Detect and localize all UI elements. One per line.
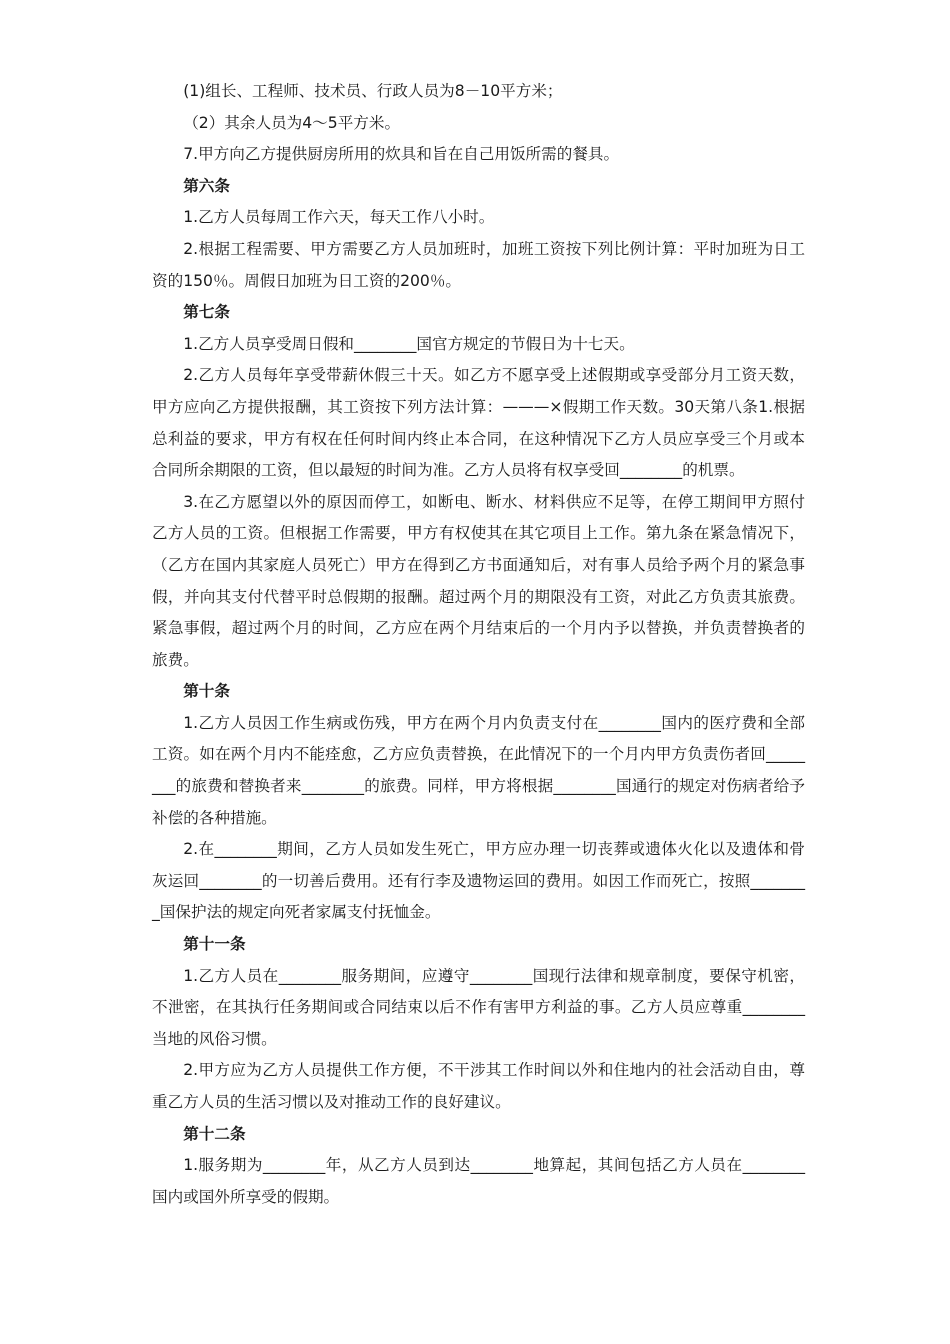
article-11-clause-1: 1.乙方人员在________服务期间，应遵守________国现行法律和规章制度，要保守机密，不泄密，在其执行任务期间或合同结束以后不作有害甲方利益的事。乙方人员应尊重________当地的风俗习惯。 [152, 966, 805, 1048]
article-7-heading: 第七条 [183, 303, 230, 322]
article-7-clause-3: 3.在乙方愿望以外的原因而停工，如断电、断水、材料供应不足等，在停工期间甲方照付乙方人员的工资。但根据工作需要，甲方有权使其在其它项目上工作。第九条在紧急情况下，（乙方在国内其家庭人员死亡）甲方在得到乙方书面通知后，对有事人员给予两个月的紧急事假，并向其支付代替平时总假期的报酬。超过两个月的期限没有工资，对此乙方负责其旅费。紧急事假，超过两个月的时间，乙方应在两个月结束后的一个月内予以替换，并负责替换者的旅费。 [152, 492, 805, 669]
article-11-clause-2: 2.甲方应为乙方人员提供工作方便，不干涉其工作时间以外和住地内的社会活动自由，尊重乙方人员的生活习惯以及对推动工作的良好建议。 [152, 1061, 805, 1111]
article-6-clause-2: 2.根据工程需要、甲方需要乙方人员加班时，加班工资按下列比例计算：平时加班为日工资的150％。周假日加班为日工资的200％。 [152, 239, 805, 290]
article-11-heading: 第十一条 [183, 935, 246, 954]
article-7-clause-2: 2.乙方人员每年享受带薪休假三十天。如乙方不愿享受上述假期或享受部分月工资天数，甲方应向乙方提供报酬，其工资按下列方法计算：———×假期工作天数。30天第八条1.根据总利益的要求，甲方有权在任何时间内终止本合同，在这种情况下乙方人员应享受三个月或本合同所余期限的工资，但以最短的时间为准。乙方人员将有权享受回________的机票。 [152, 366, 805, 480]
article-7-clause-1: 1.乙方人员享受周日假和________国官方规定的节假日为十七天。 [183, 334, 635, 353]
paragraph-3: 7.甲方向乙方提供厨房所用的炊具和旨在自己用饭所需的餐具。 [183, 145, 620, 164]
paragraph-1: (1)组长、工程师、技术员、行政人员为8－10平方米； [183, 82, 563, 100]
article-6-clause-1: 1.乙方人员每周工作六天，每天工作八小时。 [183, 208, 495, 227]
article-12-heading: 第十二条 [183, 1124, 246, 1143]
article-12-clause-1: 1.服务期为________年，从乙方人员到达________地算起，其间包括乙方人员在________国内或国外所享受的假期。 [152, 1156, 805, 1206]
article-10-heading: 第十条 [183, 682, 230, 701]
paragraph-2: （2）其余人员为4～5平方米。 [183, 113, 401, 132]
article-10-clause-1: 1.乙方人员因工作生病或伤残，甲方在两个月内负责支付在________国内的医疗费和全部工资。如在两个月内不能痊愈，乙方应负责替换，在此情况下的一个月内甲方负责伤者回________的旅费和替换者来________的旅费。同样，甲方将根据________国通行的规定对伤病者给予补偿的各种措施。 [152, 713, 805, 827]
article-6-heading: 第六条 [183, 176, 230, 195]
article-10-clause-2: 2.在________期间，乙方人员如发生死亡，甲方应办理一切丧葬或遗体火化以及遗体和骨灰运回________的一切善后费用。还有行李及遗物运回的费用。如因工作而死亡，按照________国保护法的规定向死者家属支付抚恤金。 [152, 840, 805, 922]
